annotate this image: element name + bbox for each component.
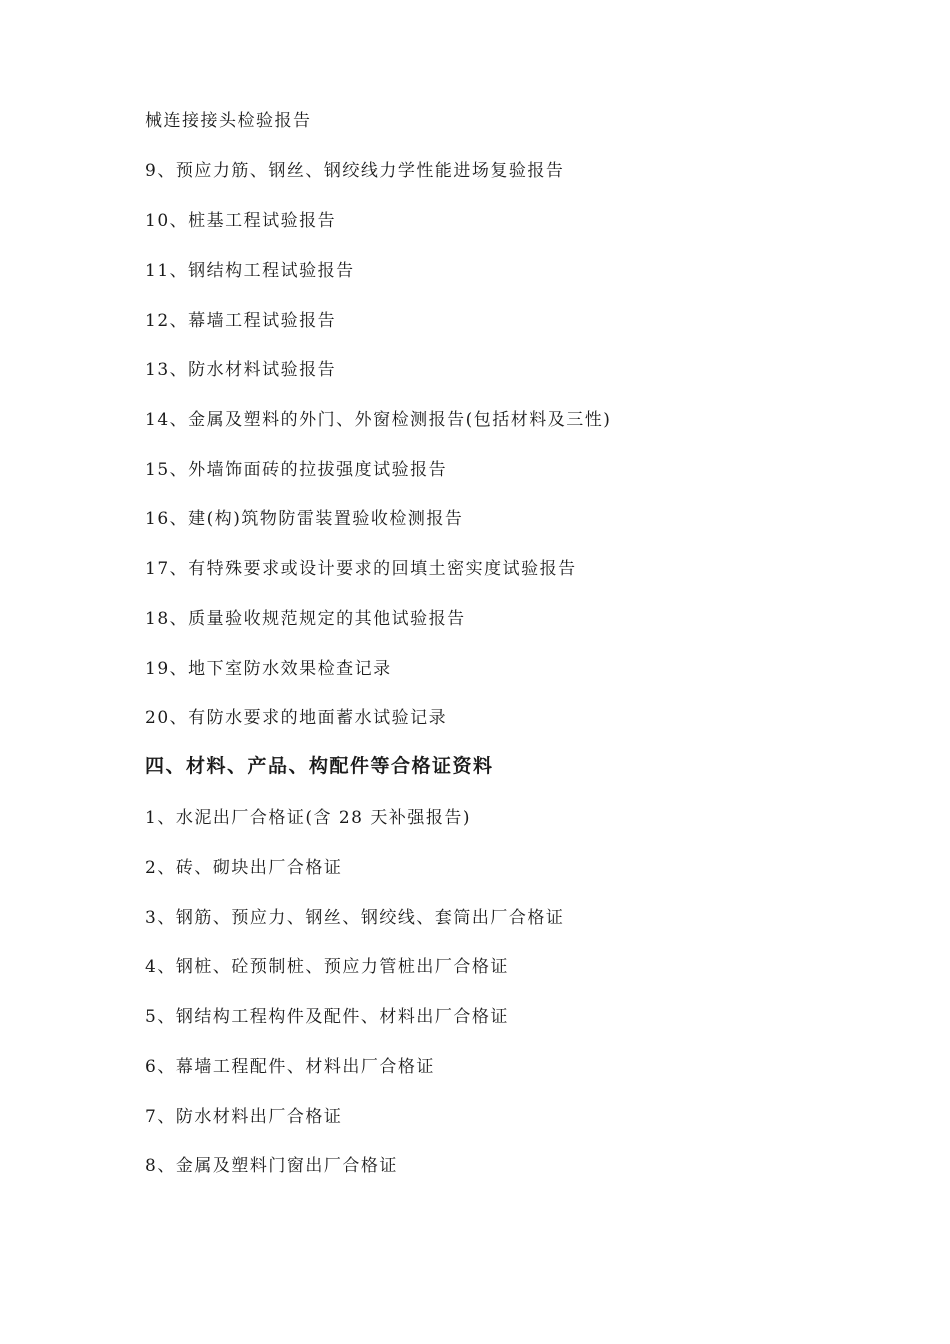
- list-item: 15、外墙饰面砖的拉拔强度试验报告: [145, 460, 448, 480]
- list-item: 4、钢桩、砼预制桩、预应力管桩出厂合格证: [145, 957, 509, 977]
- list-item: 16、建(构)筑物防雷装置验收检测报告: [145, 509, 464, 529]
- list-item: 3、钢筋、预应力、钢丝、钢绞线、套筒出厂合格证: [145, 908, 565, 928]
- list-item: 18、质量验收规范规定的其他试验报告: [145, 609, 466, 629]
- list-item: 7、防水材料出厂合格证: [145, 1107, 343, 1127]
- list-item: 20、有防水要求的地面蓄水试验记录: [145, 708, 448, 728]
- list-item: 10、桩基工程试验报告: [145, 211, 337, 231]
- list-item: 1、水泥出厂合格证(含 28 天补强报告): [145, 808, 472, 828]
- list-item: 械连接接头检验报告: [145, 111, 312, 131]
- list-item: 13、防水材料试验报告: [145, 360, 337, 380]
- section-heading: 四、材料、产品、构配件等合格证资料: [145, 755, 494, 777]
- list-item: 2、砖、砌块出厂合格证: [145, 858, 343, 878]
- list-item: 19、地下室防水效果检查记录: [145, 659, 392, 679]
- list-item: 8、金属及塑料门窗出厂合格证: [145, 1156, 398, 1176]
- list-item: 17、有特殊要求或设计要求的回填土密实度试验报告: [145, 559, 577, 579]
- list-item: 11、钢结构工程试验报告: [145, 261, 355, 281]
- list-item: 14、金属及塑料的外门、外窗检测报告(包括材料及三性): [145, 410, 612, 430]
- list-item: 12、幕墙工程试验报告: [145, 311, 337, 331]
- list-item: 5、钢结构工程构件及配件、材料出厂合格证: [145, 1007, 509, 1027]
- list-item: 9、预应力筋、钢丝、钢绞线力学性能进场复验报告: [145, 161, 565, 181]
- list-item: 6、幕墙工程配件、材料出厂合格证: [145, 1057, 435, 1077]
